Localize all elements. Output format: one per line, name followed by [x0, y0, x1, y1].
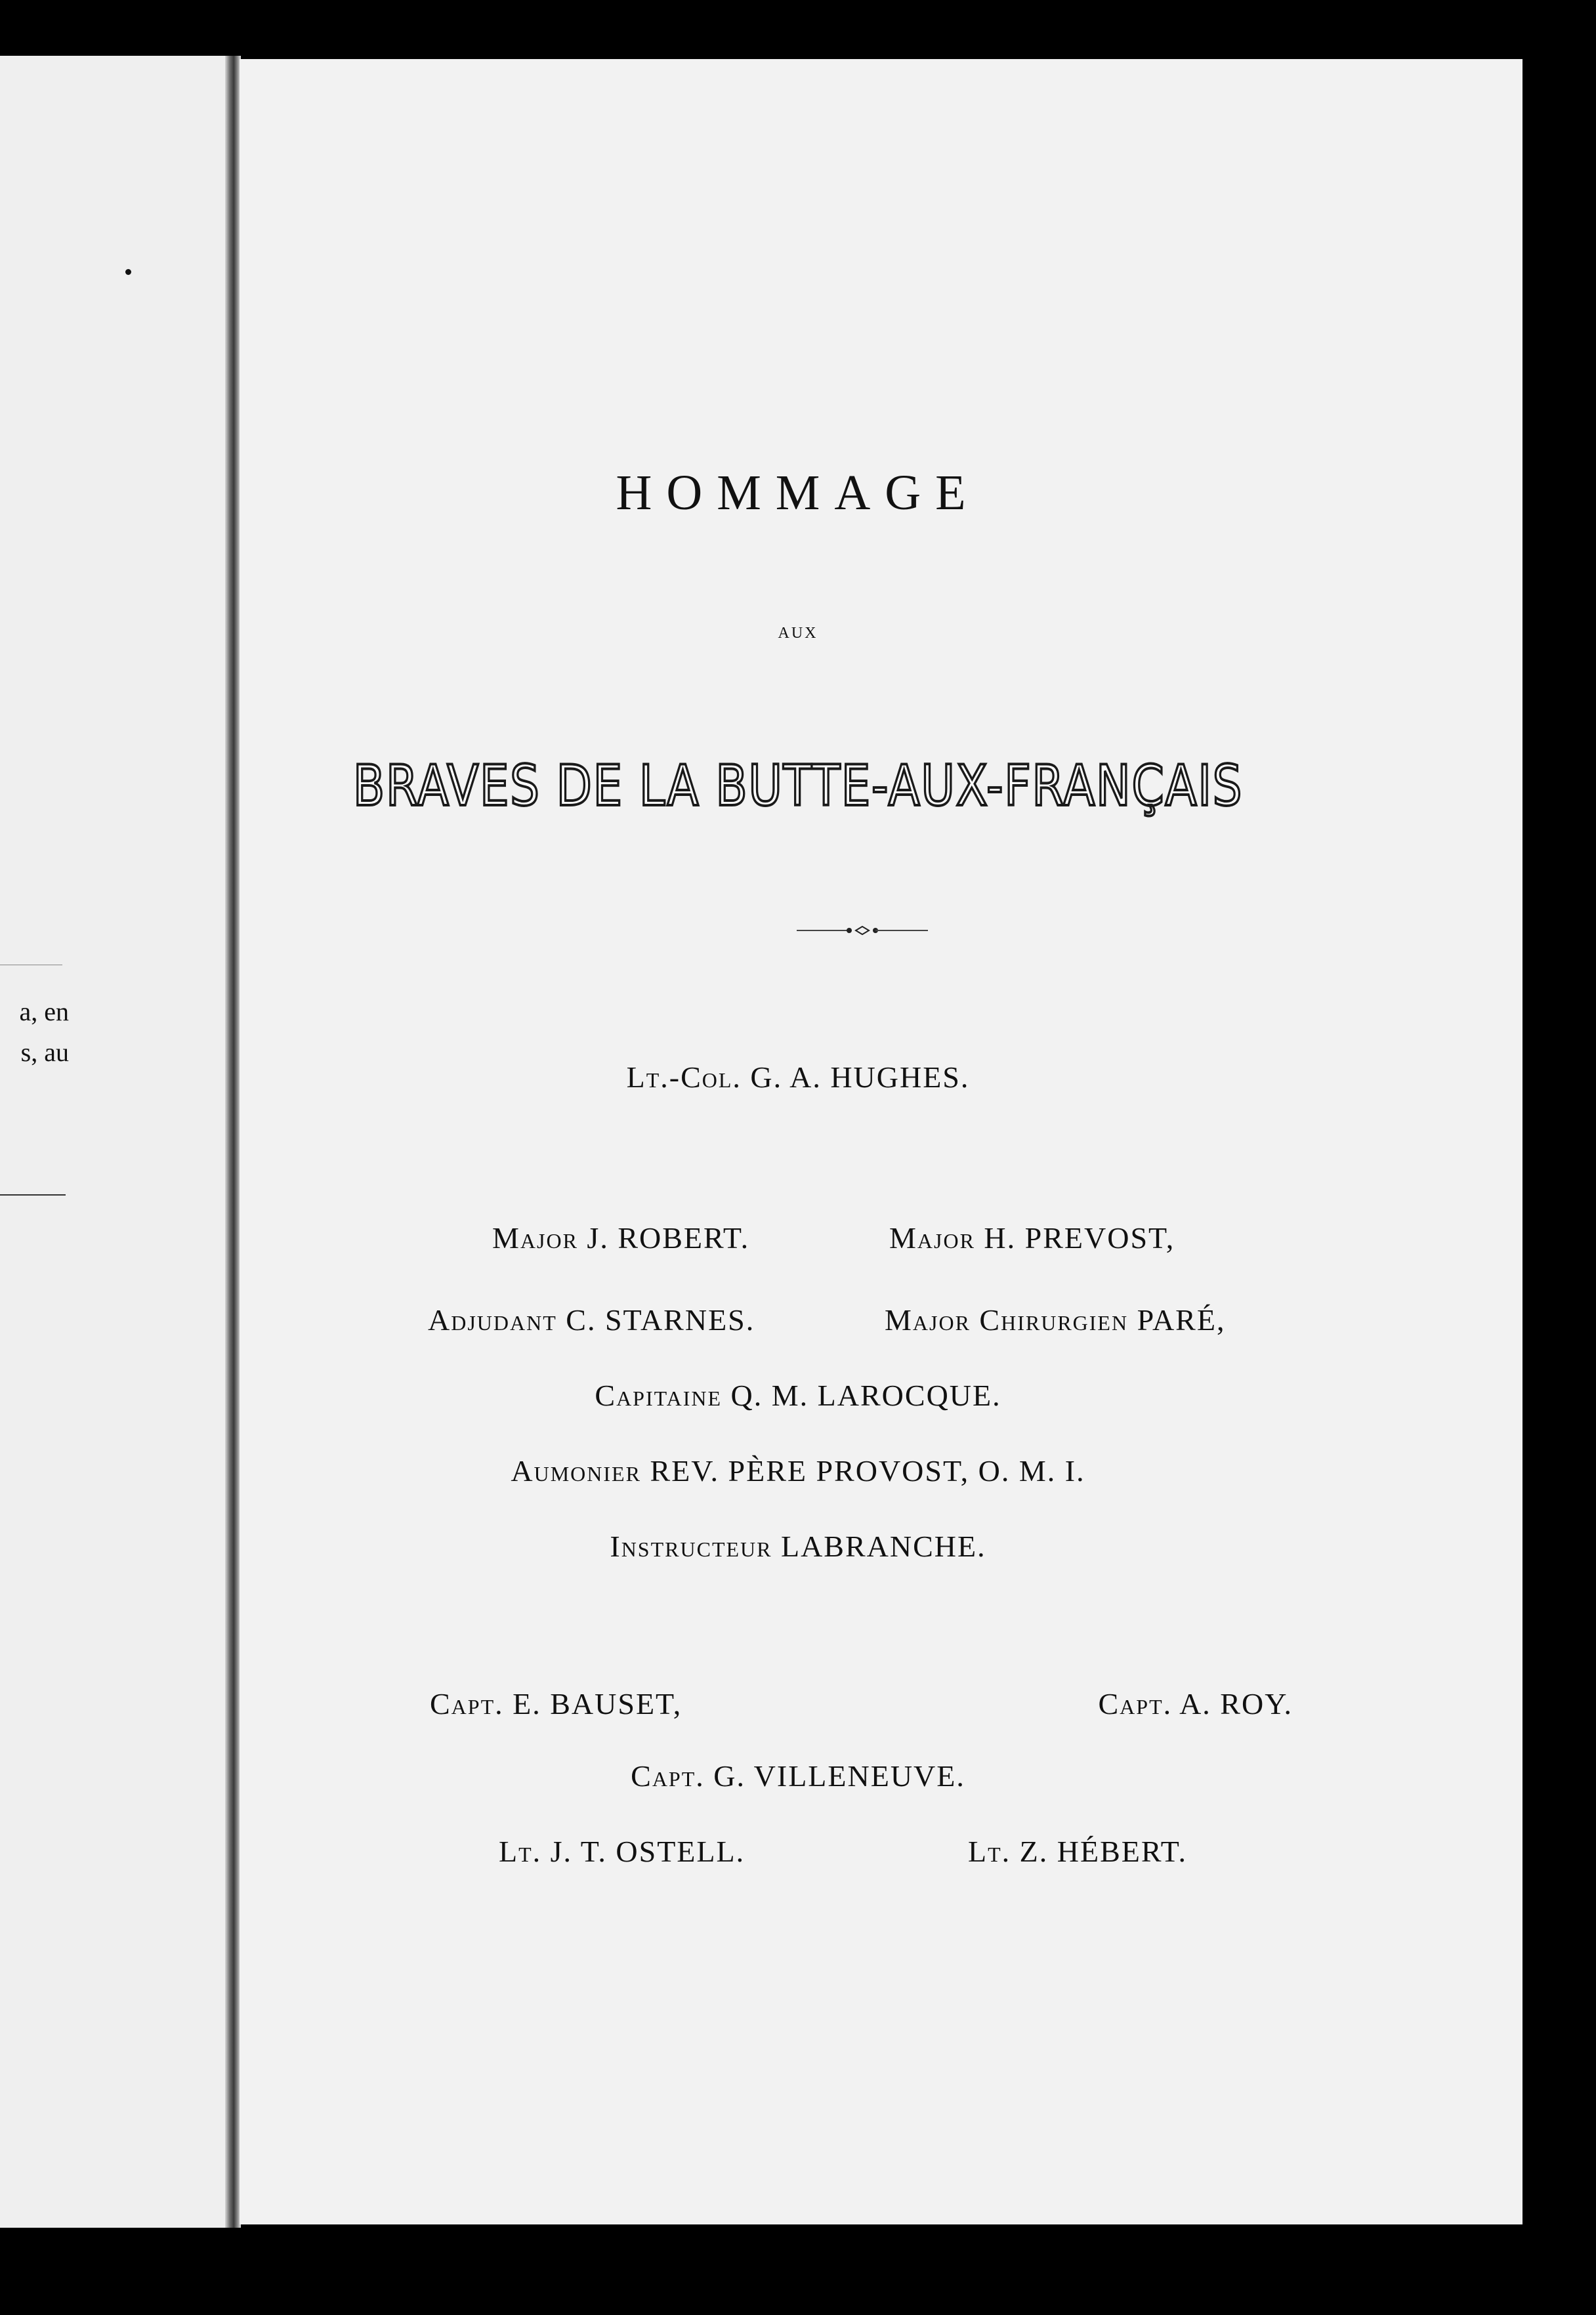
officer-hebert: Lt. Z. HÉBERT.	[968, 1835, 1187, 1868]
right-page	[240, 59, 1522, 2224]
officer-roy: Capt. A. ROY.	[1098, 1687, 1293, 1721]
ornament-divider	[797, 926, 928, 935]
staff-adjudant: Adjudant C. STARNES.	[428, 1303, 755, 1337]
book-spine	[225, 56, 241, 2228]
ink-speck	[125, 269, 131, 275]
staff-major-robert: Major J. ROBERT.	[492, 1221, 750, 1255]
staff-aumonier: Aumonier REV. PÈRE PROVOST, O. M. I.	[511, 1454, 1085, 1488]
staff-chirurgien: Major Chirurgien PARÉ,	[885, 1303, 1226, 1337]
left-page	[0, 56, 233, 2228]
staff-instructeur: Instructeur LABRANCHE.	[610, 1530, 986, 1563]
page-title: HOMMAGE	[616, 465, 980, 520]
left-page-text-fragment: s, au	[20, 1037, 69, 1067]
left-page-text-fragment: a, en	[19, 997, 69, 1026]
staff-major-prevost: Major H. PREVOST,	[889, 1221, 1175, 1255]
staff-capitaine: Capitaine Q. M. LAROCQUE.	[595, 1379, 1001, 1412]
commander-name: Lt.-Col. G. A. HUGHES.	[626, 1060, 970, 1094]
officer-ostell: Lt. J. T. OSTELL.	[499, 1835, 746, 1868]
aux-label: AUX	[778, 625, 818, 642]
left-page-rule-bottom	[0, 1194, 66, 1196]
officer-bauset: Capt. E. BAUSET,	[430, 1687, 682, 1721]
officer-villeneuve: Capt. G. VILLENEUVE.	[631, 1759, 965, 1793]
dedication-heading: BRAVES DE LA BUTTE-AUX-FRANÇAIS	[352, 753, 1244, 819]
